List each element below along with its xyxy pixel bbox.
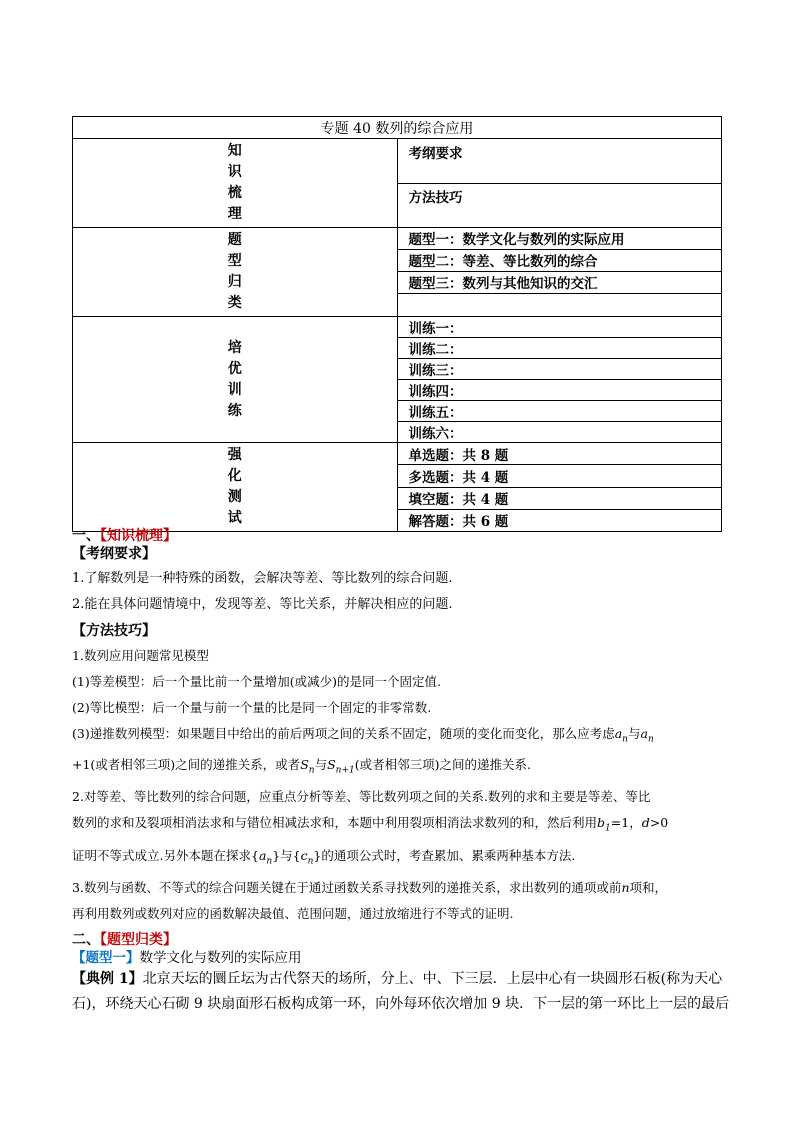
- outline-item: 单选题：共 8 题: [397, 443, 722, 465]
- method-3: 3.数列与函数、不等式的综合问题关键在于通过函数关系寻找数列的递推关系，求出数列的通项或前n项和，: [72, 880, 668, 895]
- outline-item: 训练六：: [397, 422, 722, 443]
- method-1: 1.数列应用问题常见模型: [72, 648, 209, 663]
- kagang-item: 1.了解数列是一种特殊的函数，会解决等差、等比数列的综合问题.: [72, 571, 453, 586]
- method-3-cont: 再利用数列或数列对应的函数解决最值、范围问题，通过放缩进行不等式的证明.: [72, 906, 514, 921]
- outline-item: 多选题：共 4 题: [397, 465, 722, 487]
- section-heading-knowledge: 一、【知识梳理】: [72, 528, 177, 544]
- outline-item: 解答题：共 6 题: [397, 509, 722, 531]
- outline-item: [397, 293, 722, 316]
- document-body: [72, 527, 732, 1017]
- method-1c: (3)递推数列模型：如果题目中给出的前后两项之间的关系不固定，随项的变化而变化，那么应考虑$a_n$与$a_n$: [72, 726, 654, 745]
- category-types: 题 型 归 类: [73, 228, 398, 317]
- method-2: 2.对等差、等比数列的综合问题，应重点分析等差、等比数列项之间的关系.数列的求和主要是等差、等比: [72, 789, 651, 804]
- method-1c-cont: +1(或者相邻三项)之间的递推关系，或者$S_n$与$S_{n+1}$(或者相邻三项)之间的递推关系.: [72, 756, 531, 775]
- outline-item: 方法技巧: [397, 183, 722, 228]
- category-test: 强 化 测 试: [73, 443, 398, 532]
- outline-item: 题型二：等差、等比数列的综合: [397, 249, 722, 271]
- outline-item: 训练四：: [397, 380, 722, 401]
- category-knowledge: 知 识 梳 理: [73, 139, 398, 228]
- kagang-item: 2.能在具体问题情境中，发现等差、等比关系，并解决相应的问题.: [72, 597, 453, 612]
- method-2-end: 证明不等式成立.另外本题在探求$\{a_n\}$与$\{c_n\}$的通项公式时，考查累加、累乘两种基本方法.: [72, 847, 576, 866]
- fangfa-heading: 【方法技巧】: [72, 623, 156, 639]
- method-1a: (1)等差模型：后一个量比前一个量增加(或减少)的是同一个固定值.: [72, 674, 441, 689]
- method-1b: (2)等比模型：后一个量与前一个量的比是同一个固定的非零常数.: [72, 700, 432, 715]
- outline-item: 题型三：数列与其他知识的交汇: [397, 271, 722, 293]
- outline-item: 训练五：: [397, 401, 722, 422]
- outline-item: 考纲要求: [397, 139, 722, 184]
- outline-item: 题型一：数学文化与数列的实际应用: [397, 228, 722, 250]
- type-1-heading: 【题型一】数学文化与数列的实际应用: [72, 950, 302, 966]
- kagang-heading: 【考纲要求】: [72, 546, 156, 562]
- outline-table: [72, 116, 722, 532]
- category-training: 培 优 训 练: [73, 317, 398, 443]
- example-1: 【典例 1】北京天坛的圜丘坛为古代祭天的场所，分上、中、下三层．上层中心有一块圆形石板(称为天心石)，环绕天心石砌 9 块扇面形石板构成第一环，向外每环依次增加 9 块．下一层的第一环比上一层的最后: [72, 971, 730, 1012]
- outline-item: 填空题：共 4 题: [397, 487, 722, 509]
- method-2-cont: 数列的求和及裂项相消法求和与错位相减法求和，本题中利用裂项相消法求数列的和，然后利用$b_1=1$，d>0: [72, 815, 669, 834]
- section-heading-types: 二、【题型归类】: [72, 932, 177, 948]
- outline-item: 训练三：: [397, 359, 722, 380]
- outline-title: 专题 40 数列的综合应用: [73, 117, 722, 139]
- outline-item: 训练二：: [397, 338, 722, 359]
- outline-item: 训练一：: [397, 317, 722, 338]
